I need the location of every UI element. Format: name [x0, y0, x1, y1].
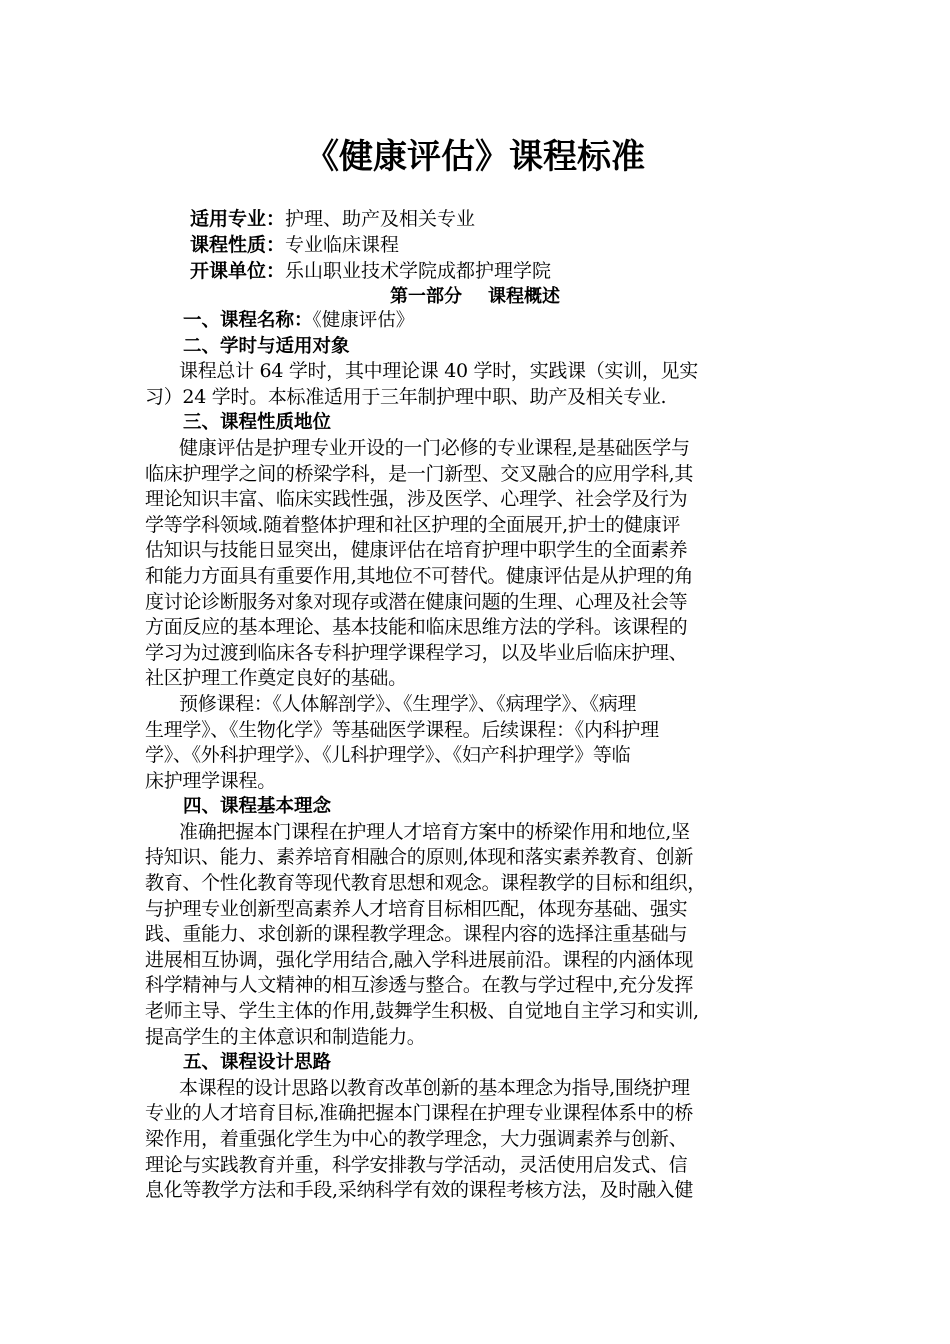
course-meta — [190, 206, 551, 284]
course-name-value: 《健康评估》 — [312, 310, 415, 331]
meta-value: 护理、助产及相关专业 — [285, 208, 476, 230]
paragraph-line: 学等学科领域.随着整体护理和社区护理的全面展开,护士的健康评 — [145, 513, 681, 536]
paragraph-line: 理论知识丰富、临床实践性强，涉及医学、心理学、社会学及行为 — [145, 488, 688, 511]
paragraph-line: 科学精神与人文精神的相互渗透与整合。在教与学过程中,充分发挥 — [145, 974, 694, 997]
paragraph-line: 持知识、能力、素养培育相融合的原则,体现和落实素养教育、创新 — [145, 846, 694, 869]
paragraph-line: 本课程的设计思路以教育改革创新的基本理念为指导,围绕护理 — [179, 1076, 690, 1099]
meta-value: 乐山职业技术学院成都护理学院 — [285, 260, 552, 282]
paragraph-line: 息化等教学方法和手段,采纳科学有效的课程考核方法，及时融入健 — [145, 1179, 694, 1202]
meta-label: 开课单位： — [190, 260, 286, 282]
paragraph-line: 教育、个性化教育等现代教育思想和观念。课程教学的目标和组织， — [145, 872, 707, 895]
paragraph-line: 课程总计 64 学时，其中理论课 40 学时，实践课（实训，见实 — [179, 360, 698, 383]
paragraph-line: 方面反应的基本理论、基本技能和临床思维方法的学科。该课程的 — [145, 616, 688, 639]
section-heading: 五、课程设计思路 — [183, 1052, 332, 1074]
meta-value: 专业临床课程 — [285, 234, 400, 256]
section-heading: 二、学时与适用对象 — [183, 335, 350, 357]
paragraph-line: 老师主导、学生主体的作用,鼓舞学生积极、自觉地自主学习和实训, — [145, 1000, 699, 1023]
paragraph-line: 理论与实践教育并重，科学安排教与学活动，灵活使用启发式、信 — [145, 1153, 688, 1176]
paragraph-line: 提高学生的主体意识和制造能力。 — [145, 1025, 426, 1048]
meta-label: 适用专业： — [190, 208, 286, 230]
paragraph-line: 专业的人才培育目标,准确把握本门课程在护理专业课程体系中的桥 — [145, 1102, 694, 1125]
paragraph-line: 学习为过渡到临床各专科护理学课程学习，以及毕业后临床护理、 — [145, 641, 688, 664]
paragraph-line: 进展相互协调，强化学用结合,融入学科进展前沿。课程的内涵体现 — [145, 948, 694, 971]
paragraph-line: 与护理专业创新型高素养人才培育目标相匹配，体现夯基础、强实 — [145, 897, 688, 920]
meta-unit — [190, 258, 551, 284]
paragraph-line: 践、重能力、求创新的课程教学理念。课程内容的选择注重基础与 — [145, 923, 688, 946]
paragraph-line: 准确把握本门课程在护理人才培育方案中的桥梁作用和地位,坚 — [179, 820, 690, 843]
document-body — [145, 308, 815, 1204]
meta-label: 课程性质： — [190, 234, 286, 256]
part-name: 课程概述 — [488, 286, 560, 307]
section-heading-text: 一、课程名称： — [183, 310, 313, 331]
paragraph-line: 社区护理工作奠定良好的基础。 — [145, 667, 407, 690]
meta-major — [190, 206, 551, 232]
paragraph-line: 度讨论诊断服务对象对现存或潜在健康问题的生理、心理及社会等 — [145, 590, 688, 613]
paragraph-line: 预修课程：《人体解剖学》、《生理学》、《病理学》、《病理 — [179, 692, 637, 715]
paragraph-line: 临床护理学之间的桥梁学科，是一门新型、交叉融合的应用学科,其 — [145, 462, 694, 485]
paragraph-line: 学》、《外科护理学》、《儿科护理学》、《妇产科护理学》等临 — [145, 744, 631, 767]
meta-nature — [190, 232, 551, 258]
paragraph-line: 估知识与技能日显突出，健康评估在培育护理中职学生的全面素养 — [145, 539, 688, 562]
part-heading — [0, 284, 950, 310]
document-title: 《健康评估》课程标准 — [305, 137, 645, 177]
section-heading: 三、课程性质地位 — [183, 412, 332, 434]
paragraph-line: 和能力方面具有重要作用,其地位不可替代。健康评估是从护理的角 — [145, 564, 694, 587]
section-heading: 四、课程基本理念 — [183, 796, 332, 818]
paragraph-line: 生理学》、《生物化学》等基础医学课程。后续课程：《内科护理 — [145, 718, 659, 741]
part-number: 第一部分 — [390, 286, 462, 307]
section-heading — [145, 308, 815, 334]
paragraph-line: 习）24 学时。本标准适用于三年制护理中职、助产及相关专业. — [145, 385, 667, 408]
paragraph-line: 健康评估是护理专业开设的一门必修的专业课程,是基础医学与 — [179, 436, 690, 459]
paragraph-line: 梁作用，着重强化学生为中心的教学理念，大力强调素养与创新、 — [145, 1128, 688, 1150]
paragraph-line: 床护理学课程。 — [145, 769, 276, 792]
